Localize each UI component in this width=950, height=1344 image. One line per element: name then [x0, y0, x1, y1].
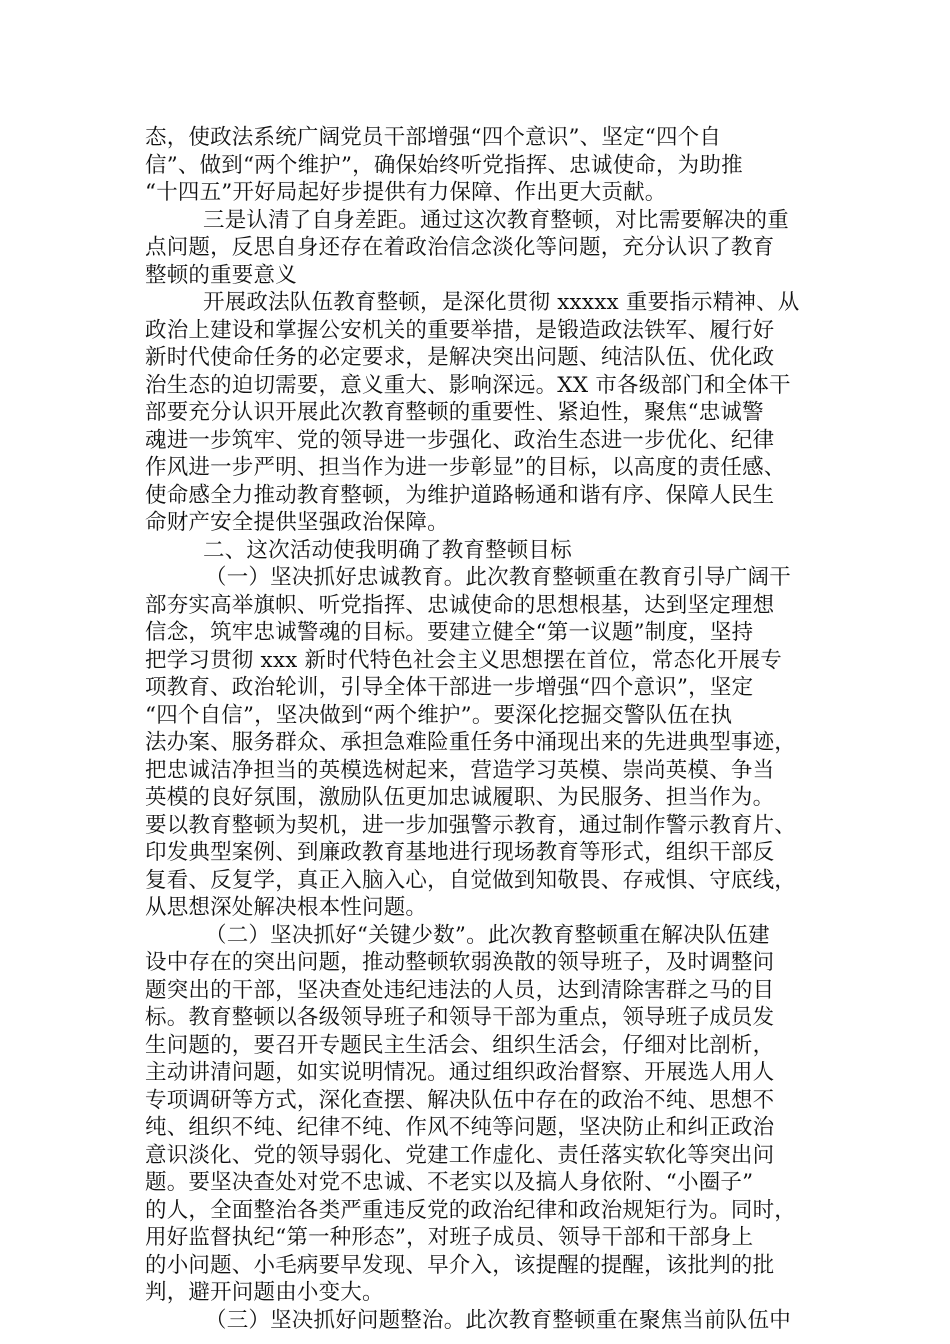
text-line: 纯、组织不纯、纪律不纯、作风不纯等问题，坚决防止和纠正政治 — [145, 1115, 775, 1140]
document-body — [145, 124, 825, 1334]
text-line: 政治上建设和掌握公安机关的重要举措，是锻造政法铁军、履行好 — [145, 317, 775, 343]
text-line: 魂进一步筑牢、党的领导进一步强化、政治生态进一步优化、纪律 — [145, 427, 775, 453]
text-line: 从思想深处解决根本性问题。 — [145, 895, 428, 920]
text-line: 专项调研等方式，深化查摆、解决队伍中存在的政治不纯、思想不 — [145, 1087, 775, 1113]
text-line: 意识淡化、党的领导弱化、党建工作虚化、责任落实软化等突出问 — [145, 1142, 775, 1168]
text-line: 主动讲清问题，如实说明情况。通过组织政治督察、开展选人用人 — [145, 1060, 775, 1085]
section-heading: 二、这次活动使我明确了教育整顿目标 — [203, 537, 572, 563]
text-line: 标。教育整顿以各级领导班子和领导干部为重点，领导班子成员发 — [145, 1005, 775, 1030]
text-line: 设中存在的突出问题，推动整顿软弱涣散的领导班子，及时调整问 — [145, 950, 775, 975]
text-line: 复看、反复学，真正入脑入心，自觉做到知敬畏、存戒惧、守底线， — [145, 867, 797, 893]
text-line: 英模的良好氛围，激励队伍更加忠诚履职、为民服务、担当作为。 — [145, 785, 775, 810]
text-line: 印发典型案例、到廉政教育基地进行现场教育等形式，组织干部反 — [145, 840, 775, 865]
text-line: “四个自信”，坚决做到“两个维护”。要深化挖掘交警队伍在执 — [145, 702, 733, 728]
paragraph-start: （一）坚决抓好忠诚教育。此次教育整顿重在教育引导广阔干 — [205, 565, 791, 590]
text-line: 信”、做到“两个维护”，确保始终听党指挥、忠诚使命，为助推 — [145, 152, 743, 178]
text-line: 命财产安全提供坚强政治保障。 — [145, 510, 449, 535]
text-line: 题突出的干部，坚决查处违纪违法的人员，达到清除害群之马的目 — [145, 977, 775, 1003]
text-line: 治生态的迫切需要，意义重大、影响深远。XX 市各级部门和全体干 — [145, 372, 791, 398]
text-line: 部夯实高举旗帜、听党指挥、忠诚使命的思想根基，达到坚定理想 — [145, 592, 775, 618]
text-line: 把学习贯彻 xxx 新时代特色社会主义思想摆在首位，常态化开展专 — [145, 647, 782, 673]
text-line: 作风进一步严明、担当作为进一步彰显”的目标，以高度的责任感、 — [145, 455, 786, 480]
text-line: 信念，筑牢忠诚警魂的目标。要建立健全“第一议题”制度，坚持 — [145, 620, 754, 645]
text-line: 的人，全面整治各类严重违反党的政治纪律和政治规矩行为。同时， — [145, 1197, 797, 1223]
text-line: 新时代使命任务的必定要求，是解决突出问题、纯洁队伍、优化政 — [145, 345, 775, 370]
text-line: 要以教育整顿为契机，进一步加强警示教育，通过制作警示教育片、 — [145, 812, 797, 838]
text-line: 点问题，反思自身还存在着政治信念淡化等问题，充分认识了教育 — [145, 235, 775, 260]
text-line: 生问题的，要召开专题民主生活会、组织生活会，仔细对比剖析， — [145, 1032, 775, 1058]
text-line: 题。要坚决查处对党不忠诚、不老实以及搞人身依附、“小圈子” — [145, 1170, 754, 1195]
text-line: 的小问题、小毛病要早发现、早介入，该提醒的提醒，该批判的批 — [145, 1252, 775, 1278]
paragraph-start: （三）坚决抓好问题整治。此次教育整顿重在聚焦当前队伍中 — [205, 1307, 791, 1333]
text-line: 部要充分认识开展此次教育整顿的重要性、紧迫性，聚焦“忠诚警 — [145, 400, 764, 425]
text-line: 法办案、服务群众、承担急难险重任务中涌现出来的先进典型事迹， — [145, 730, 797, 755]
text-line: 使命感全力推动教育整顿，为维护道路畅通和谐有序、保障人民生 — [145, 482, 775, 508]
text-line: 整顿的重要意义 — [145, 262, 297, 288]
text-line: 把忠诚洁净担当的英模选树起来，营造学习英模、崇尚英模、争当 — [145, 757, 775, 783]
text-line: 判，避开问题由小变大。 — [145, 1280, 384, 1305]
paragraph-start: （二）坚决抓好“关键少数”。此次教育整顿重在解决队伍建 — [205, 922, 770, 948]
text-line: 用好监督执纪“第一种形态”，对班子成员、领导干部和干部身上 — [145, 1225, 754, 1250]
text-line: 态，使政法系统广阔党员干部增强“四个意识”、坚定“四个自 — [145, 125, 722, 150]
paragraph-start: 开展政法队伍教育整顿，是深化贯彻 xxxxx 重要指示精神、从 — [203, 290, 800, 315]
paragraph-start: 三是认清了自身差距。通过这次教育整顿，对比需要解决的重 — [203, 207, 789, 233]
text-line: 项教育、政治轮训，引导全体干部进一步增强“四个意识”，坚定 — [145, 675, 754, 700]
text-line: “十四五”开好局起好步提供有力保障、作出更大贡献。 — [145, 180, 667, 205]
